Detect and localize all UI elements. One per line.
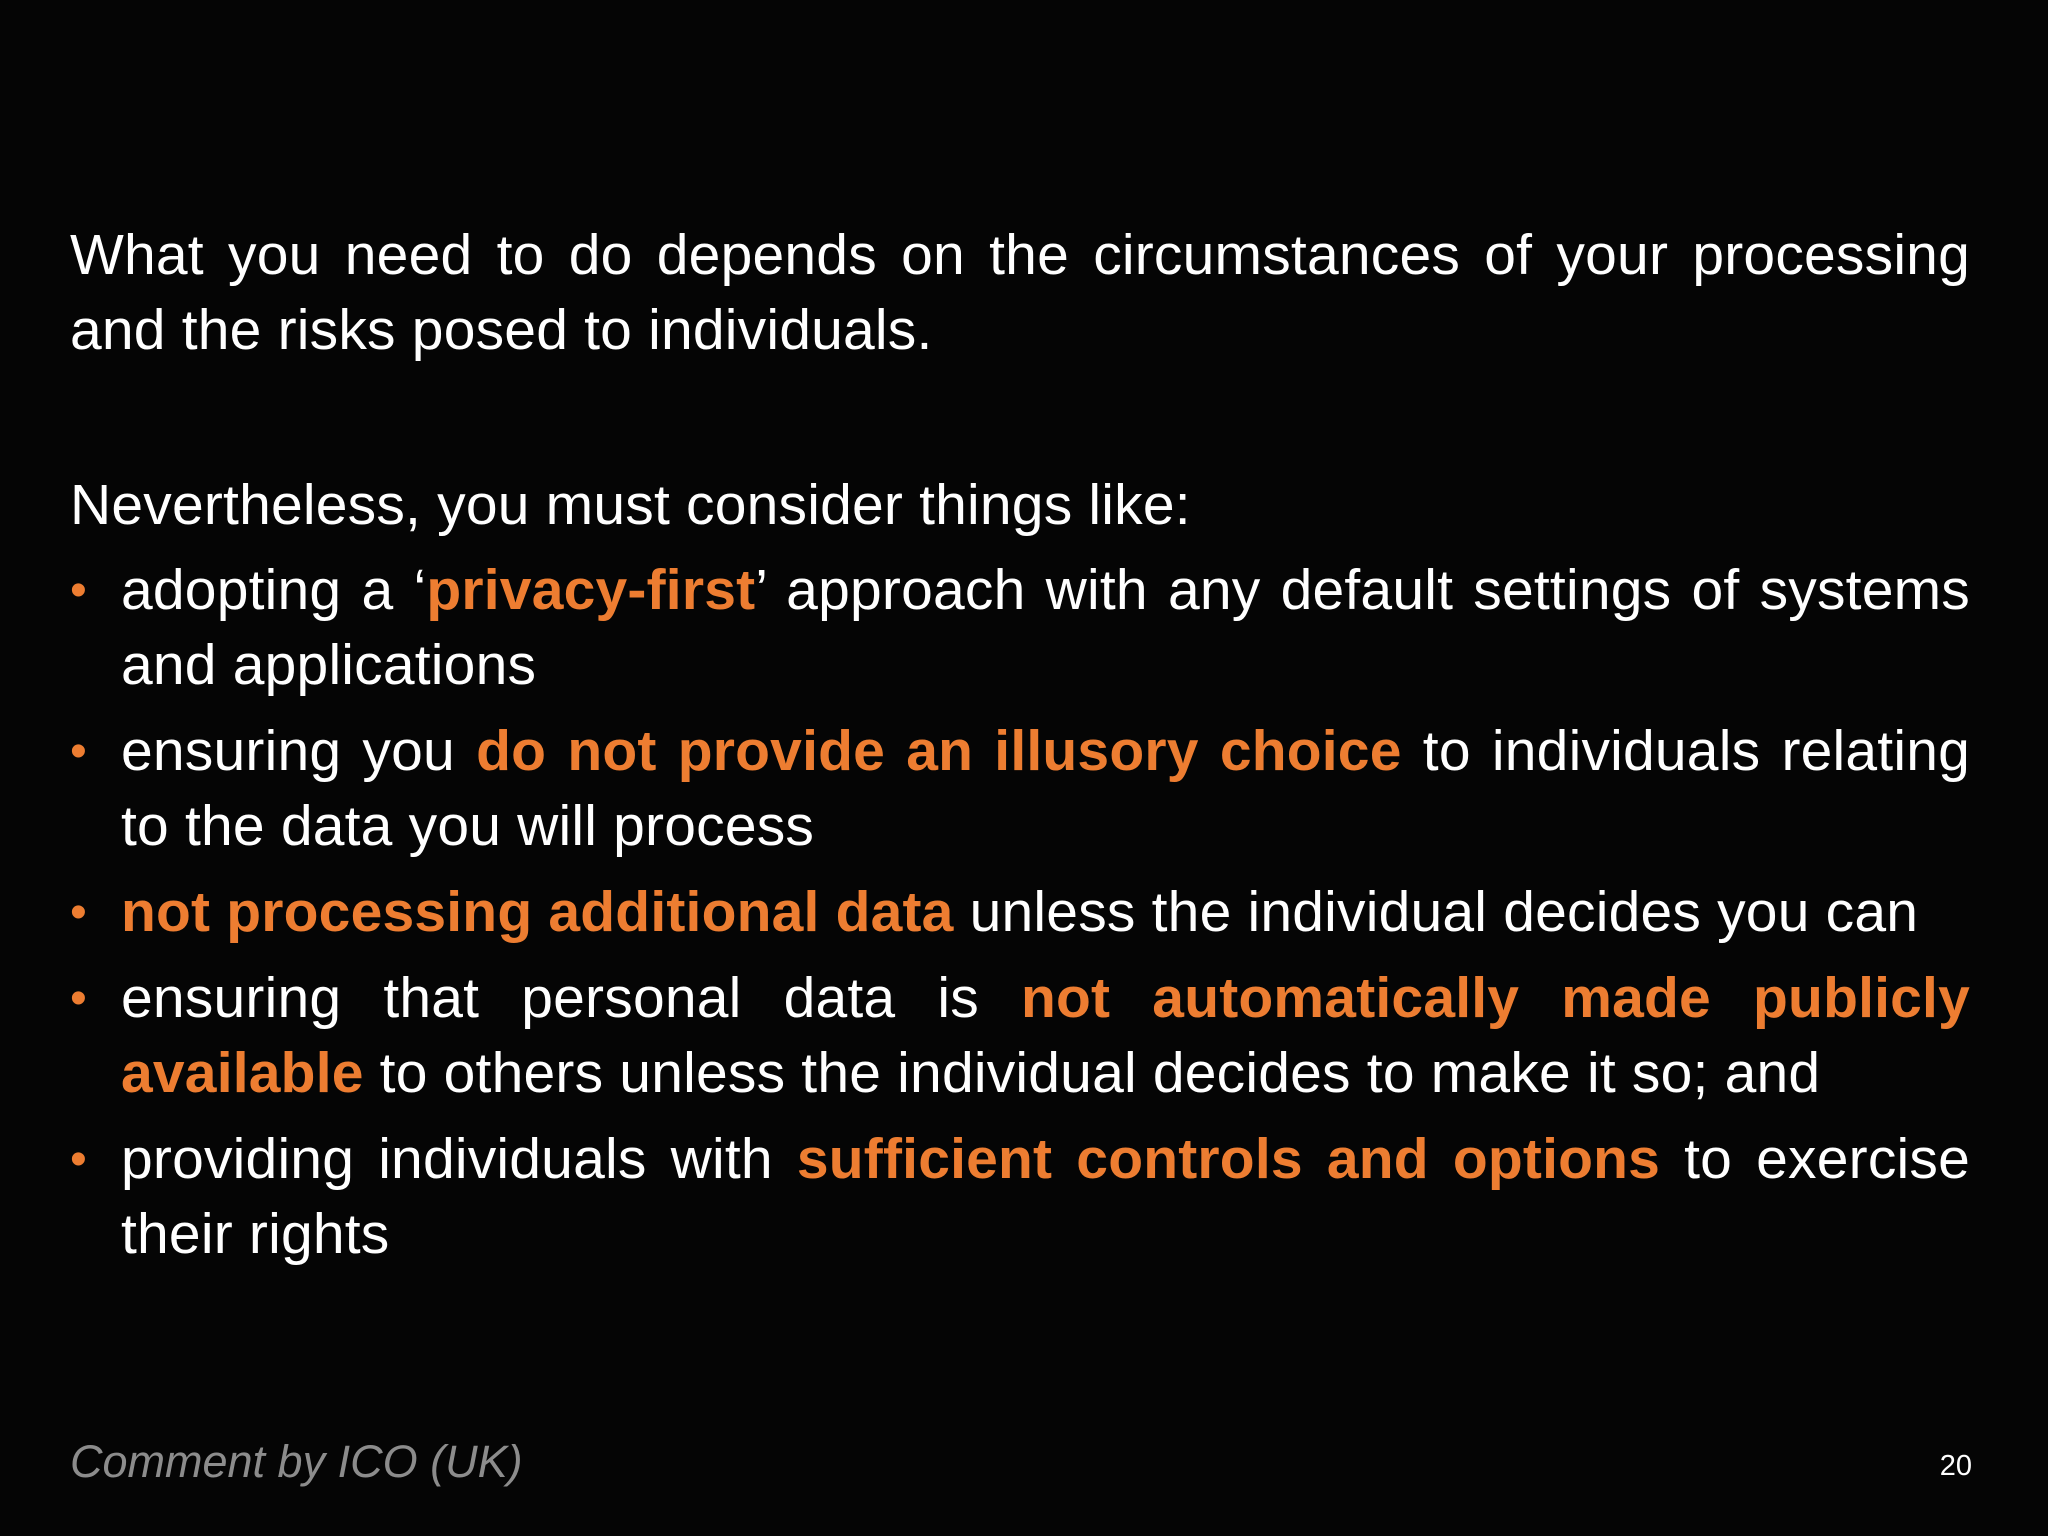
bullet-item-publicly-available [70,961,1970,1111]
bullet-item-additional-data [70,875,1970,950]
bullet-icon: • [70,564,88,617]
bullet-highlight: sufficient controls and options [796,1127,1661,1191]
bullet-text-after: to exercise their rights [121,1127,1971,1266]
bullet-text-before: adopting a ‘ [121,558,427,622]
bullet-text-after: ’ approach with any default settings of systems and applications [121,558,1970,697]
bullet-icon: • [70,886,88,939]
slide-content [70,218,1970,1283]
footer-source-note: Comment by ICO (UK) [70,1436,523,1487]
bullet-text-after: to others unless the individual decides to make it so; and [363,1041,1821,1105]
bullet-icon: • [70,725,88,778]
bullet-text-before: ensuring that personal data is [121,966,1022,1030]
lead-paragraph: Nevertheless, you must consider things like: [70,473,1191,537]
bullet-item-controls-options [70,1122,1970,1272]
bullet-icon: • [70,1133,88,1186]
bullet-text-after: to individuals relating to the data you will process [121,719,1971,858]
bullet-highlight: not processing additional data [121,880,954,944]
bullet-item-illusory-choice [70,714,1970,864]
bullet-highlight: do not provide an illusory choice [476,719,1402,783]
bullet-icon: • [70,972,88,1025]
bullet-highlight: privacy-first [426,558,756,622]
page-number: 20 [1939,1450,1972,1482]
bullet-text-before: providing individuals with [121,1127,797,1191]
intro-paragraph: What you need to do depends on the circumstances of your processing and the risks posed to individuals. [70,223,1970,362]
bullet-text-after: unless the individual decides you can [953,880,1919,944]
bullet-item-privacy-first [70,553,1970,703]
bullet-list [70,553,1970,1272]
bullet-highlight: not automatically made publicly available [121,966,1970,1105]
bullet-text-before: ensuring you [121,719,477,783]
